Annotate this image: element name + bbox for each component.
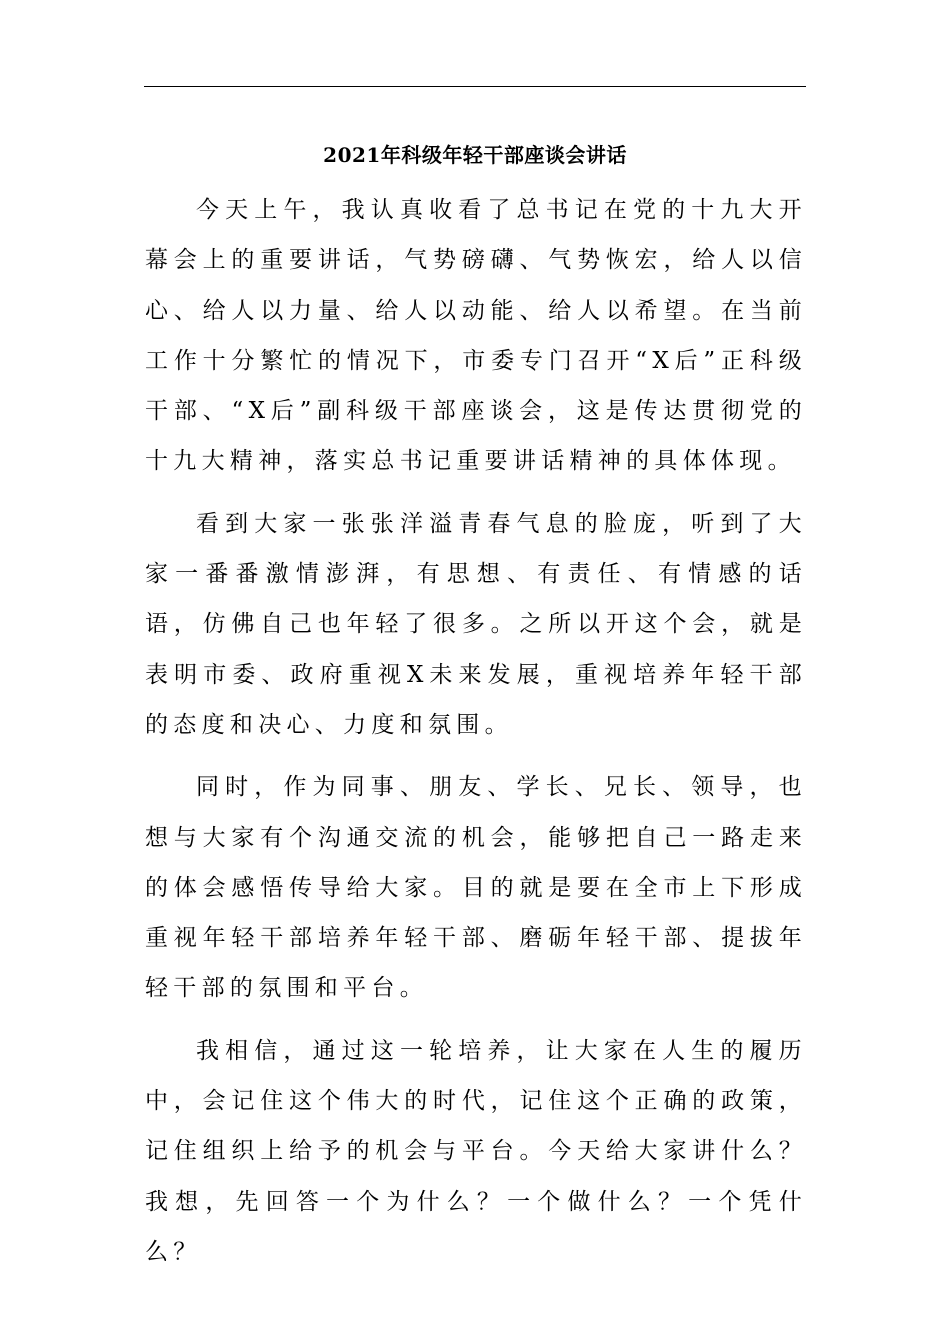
header-rule — [144, 86, 806, 87]
document-title: 2021年科级年轻干部座谈会讲话 — [323, 143, 627, 167]
paragraph-4: 我相信，通过这一轮培养，让大家在人生的履历中，会记住这个伟大的时代，记住这个正确的政策，记住组织上给予的机会与平台。今天给大家讲什么？我想，先回答一个为什么？一个做什么？一个凭什么？ — [145, 1037, 807, 1265]
paragraph-3: 同时，作为同事、朋友、学长、兄长、领导，也想与大家有个沟通交流的机会，能够把自己一路走来的体会感悟传导给大家。目的就是要在全市上下形成重视年轻干部培养年轻干部、磨砺年轻干部、提拔年轻干部的氛围和平台。 — [145, 774, 807, 1002]
paragraph-1: 今天上午，我认真收看了总书记在党的十九大开幕会上的重要讲话，气势磅礴、气势恢宏，给人以信心、给人以力量、给人以动能、给人以希望。在当前工作十分繁忙的情况下，市委专门召开“X后”正科级干部、“X后”副科级干部座谈会，这是传达贯彻党的十九大精神，落实总书记重要讲话精神的具体体现。 — [145, 197, 807, 475]
document-body — [145, 185, 807, 1289]
paragraph-2: 看到大家一张张洋溢青春气息的脸庞，听到了大家一番番激情澎湃，有思想、有责任、有情感的话语，仿佛自己也年轻了很多。之所以开这个会，就是表明市委、政府重视X未来发展，重视培养年轻干部的态度和决心、力度和氛围。 — [145, 510, 807, 738]
